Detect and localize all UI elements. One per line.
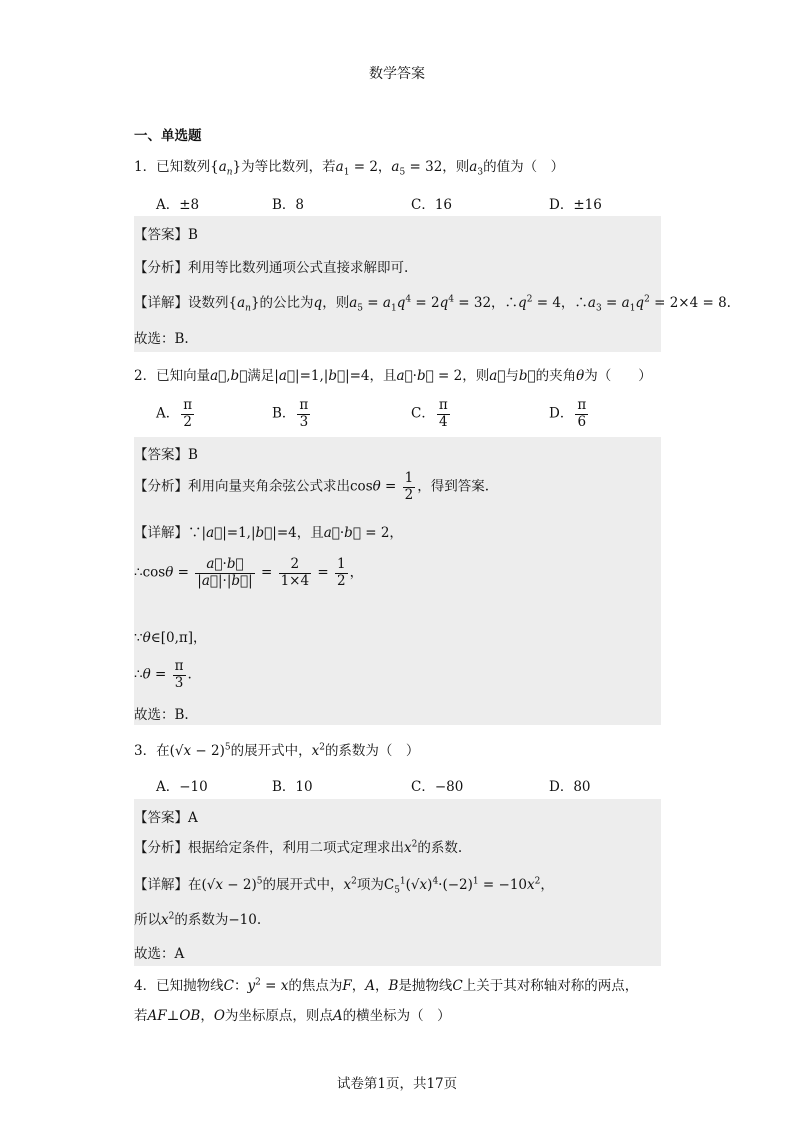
conclusion-text: 故选：B. xyxy=(134,331,189,347)
question-1-solution-box xyxy=(134,216,731,352)
option-c[interactable]: C．16 xyxy=(411,197,453,213)
answer-label: 【答案】B xyxy=(134,227,198,243)
option-b[interactable]: B． $\frac{\pi}{3}$ xyxy=(272,397,309,430)
question-1-stem: 1．已知数列$\{a_n\}$为等比数列，若$a_1 = 2$，$a_5 = 32$，则$a_3$的值为（ ） xyxy=(134,159,565,178)
option-b[interactable]: B．8 xyxy=(272,197,305,213)
question-4-stem-line2: 若AF⊥OB，O为坐标原点，则点A的横坐标为（ ） xyxy=(134,1008,451,1024)
detail-text: 【详解】∵|a⃗|=1,|b⃗|=4，且a⃗·b⃗ = 2， xyxy=(134,525,403,541)
option-b[interactable]: B．10 xyxy=(272,779,313,795)
question-2-solution-box xyxy=(134,437,661,725)
section-heading: 一、单选题 xyxy=(134,128,202,144)
detail-text: 【详解】在$(√x - 2)^5$的展开式中，$x^2$项为$C_5^1(√x)^4\cdot(-2)^1 = -10x^2$， xyxy=(134,876,554,896)
page-title: 数学答案 xyxy=(369,66,425,82)
conclusion-text: 故选：B. xyxy=(134,707,189,723)
option-d[interactable]: D． $\frac{\pi}{6}$ xyxy=(549,397,587,430)
detail-text: 【详解】设数列$\{a_n\}$的公比为q，则$a_5 = a_1q^4 = 2q^4 = 32$，$\therefore q^2 = 4$，$\therefore a_3 = a_1q^2 = 2\times 4 = 8$. xyxy=(134,294,731,314)
page-footer: 试卷第1页，共17页 xyxy=(336,1076,458,1092)
analysis-text: 【分析】利用向量夹角余弦公式求出cosθ = $\frac{1}{2}$ ，得到答案. xyxy=(134,470,490,503)
option-d[interactable]: D．80 xyxy=(549,779,591,795)
option-c[interactable]: C． $\frac{\pi}{4}$ xyxy=(411,397,448,430)
question-4-stem-line1: 4．已知抛物线C：$y^2 = x$的焦点为F，A，B是抛物线C上关于其对称轴对称的两点， xyxy=(134,977,639,994)
question-2-options xyxy=(156,398,716,434)
option-a[interactable]: A． $\frac{\pi}{2}$ xyxy=(156,397,193,430)
option-d[interactable]: D．±16 xyxy=(549,197,602,213)
answer-label: 【答案】B xyxy=(134,447,198,463)
option-a[interactable]: A．±8 xyxy=(156,197,200,213)
conclusion-text: 故选：A xyxy=(134,946,185,962)
step-cos: ∴cosθ = $\frac{a⃗\cdot b⃗}{|a⃗|\cdot|b⃗|}$ = $\frac{2}{1\times 4}$ = $\frac{1}{2}$ ， xyxy=(134,556,364,589)
question-3-solution-box xyxy=(134,799,661,966)
option-a[interactable]: A．−10 xyxy=(156,779,208,795)
analysis-text: 【分析】利用等比数列通项公式直接求解即可. xyxy=(134,260,409,276)
step-result: 所以$x^2$的系数为−10. xyxy=(134,911,262,928)
step-result: ∴θ = $\frac{\pi}{3}$ . xyxy=(134,658,192,691)
answer-label: 【答案】A xyxy=(134,810,198,826)
question-2-stem: 2．已知向量a⃗,b⃗满足|a⃗|=1,|b⃗|=4，且a⃗·b⃗ = 2，则a⃗与b⃗的夹角θ为（ ） xyxy=(134,368,652,384)
analysis-text: 【分析】根据给定条件，利用二项式定理求出$x^2$的系数. xyxy=(134,839,463,856)
question-3-options xyxy=(156,775,716,795)
question-3-stem: 3．在$(√x - 2)^5$的展开式中，$x^2$的系数为（ ） xyxy=(134,742,420,759)
step-range: ∵θ∈[0,π]， xyxy=(134,630,207,646)
option-c[interactable]: C．−80 xyxy=(411,779,464,795)
question-1-options xyxy=(156,193,716,213)
